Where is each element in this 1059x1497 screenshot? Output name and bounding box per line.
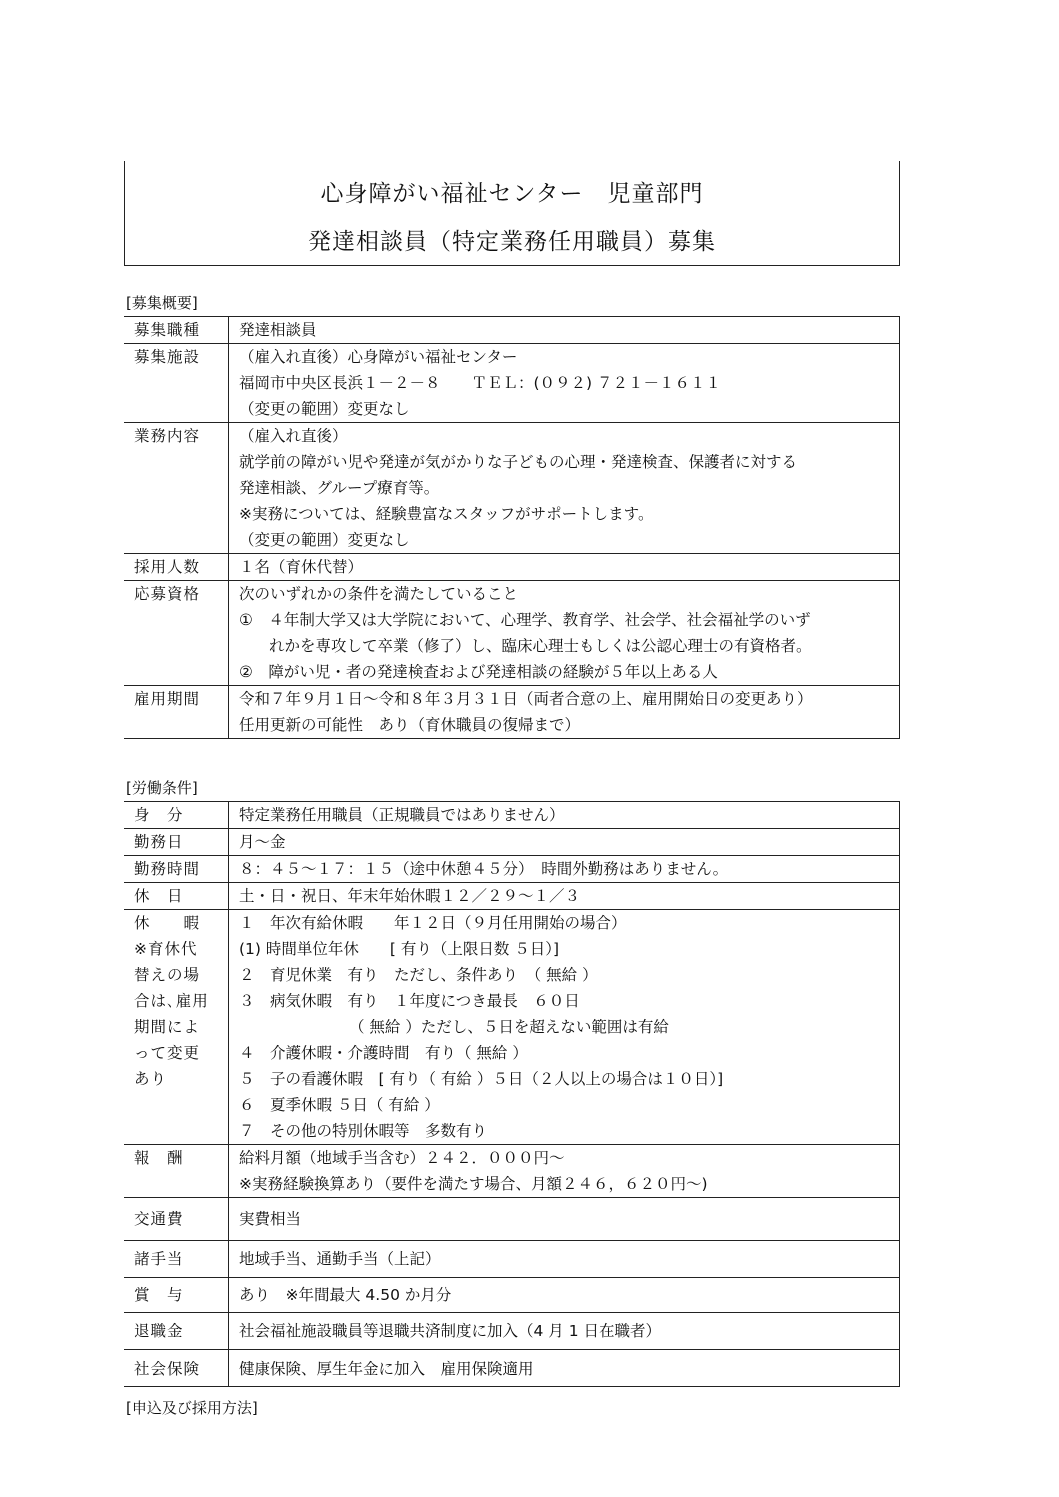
row-value <box>229 554 900 581</box>
title-line-1: 心身障がい福祉センター 児童部門 <box>320 181 704 207</box>
row-key-line: 替えの場 <box>134 966 201 984</box>
row-line: 発達相談、グループ療育等。 <box>239 479 440 497</box>
row-value <box>229 802 900 829</box>
row-line: （雇入れ直後）心身障がい福祉センター <box>239 348 518 366</box>
row-value <box>229 1350 900 1387</box>
row-line: 給料月額（地域手当含む）２４２．０００円～ <box>239 1149 565 1167</box>
row-key: 募集施設 <box>124 344 229 423</box>
row-line: 就学前の障がい児や発達が気がかりな子どもの心理・発達検査、保護者に対する <box>239 453 798 471</box>
row-line: １名（育休代替） <box>239 558 364 576</box>
row-line: ７ その他の特別休暇等 多数有り <box>239 1122 488 1140</box>
conditions-row <box>124 1350 900 1387</box>
title-box <box>124 161 900 266</box>
row-key: 勤務日 <box>124 829 229 856</box>
row-key: 諸手当 <box>124 1241 229 1278</box>
row-line: 土・日・祝日、年末年始休暇１２／２９～１／３ <box>239 887 581 905</box>
row-value <box>229 344 900 423</box>
row-value <box>229 1241 900 1278</box>
row-key: 雇用期間 <box>124 686 229 739</box>
row-value <box>229 423 900 554</box>
overview-row <box>124 344 900 423</box>
conditions-row <box>124 1241 900 1278</box>
row-value <box>229 1278 900 1313</box>
row-key-line: ※育休代 <box>134 940 198 958</box>
row-key: 社会保険 <box>124 1350 229 1387</box>
row-line: 発達相談員 <box>239 321 317 339</box>
row-key: 退職金 <box>124 1313 229 1350</box>
overview-row <box>124 581 900 686</box>
conditions-table <box>124 801 900 1387</box>
row-value <box>229 1198 900 1241</box>
row-key: 募集職種 <box>124 317 229 344</box>
conditions-row <box>124 883 900 910</box>
row-line: ① ４年制大学又は大学院において、心理学、教育学、社会学、社会福祉学のいず <box>239 611 811 629</box>
row-line: ３ 病気休暇 有り １年度につき最長 ６０日 <box>239 992 580 1010</box>
row-line: 月～金 <box>239 833 286 851</box>
row-line: ８：４５～１７：１５（途中休憩４５分） 時間外勤務はありません。 <box>239 860 729 878</box>
row-value <box>229 1313 900 1350</box>
row-key: 休 日 <box>124 883 229 910</box>
row-line: あり ※年間最大 4.50 か月分 <box>239 1286 452 1304</box>
row-line: 福岡市中央区長浜１－２－８ ＴＥＬ：(０９２) ７２１－１６１１ <box>239 374 722 392</box>
row-line: １ 年次有給休暇 年１２日（９月任用開始の場合） <box>239 914 627 932</box>
row-value <box>229 856 900 883</box>
row-key: 賞 与 <box>124 1278 229 1313</box>
row-line: 次のいずれかの条件を満たしていること <box>239 585 519 603</box>
row-line: ４ 介護休暇・介護時間 有り（ 無給 ） <box>239 1044 528 1062</box>
application-section-label: [申込及び採用方法] <box>126 1399 258 1417</box>
row-line: (1) 時間単位年休 [ 有り（上限日数 ５日）] <box>239 940 560 958</box>
row-line: （変更の範囲）変更なし <box>239 400 410 418</box>
row-key: 交通費 <box>124 1198 229 1241</box>
row-key: 応募資格 <box>124 581 229 686</box>
row-value <box>229 317 900 344</box>
conditions-row <box>124 1145 900 1198</box>
overview-row <box>124 317 900 344</box>
conditions-row <box>124 1313 900 1350</box>
row-value <box>229 581 900 686</box>
overview-row <box>124 686 900 739</box>
row-line: 令和７年９月１日～令和８年３月３１日（両者合意の上、雇用開始日の変更あり） <box>239 690 813 708</box>
title-line-2: 発達相談員（特定業務任用職員）募集 <box>308 229 716 255</box>
row-key-line: 合は､雇用 <box>134 992 209 1010</box>
row-value <box>229 829 900 856</box>
row-line: れかを専攻して卒業（修了）し、臨床心理士もしくは公認心理士の有資格者。 <box>269 637 812 655</box>
row-key: 勤務時間 <box>124 856 229 883</box>
row-key: 業務内容 <box>124 423 229 554</box>
row-value <box>229 1145 900 1198</box>
conditions-row <box>124 910 900 1145</box>
row-key-line: って変更 <box>134 1044 201 1062</box>
conditions-row <box>124 1278 900 1313</box>
overview-row <box>124 423 900 554</box>
overview-table <box>124 316 900 739</box>
row-key-line: 休 暇 <box>134 914 201 932</box>
row-key: 採用人数 <box>124 554 229 581</box>
row-line: 特定業務任用職員（正規職員ではありません） <box>239 806 565 824</box>
conditions-row <box>124 856 900 883</box>
row-line: （雇入れ直後） <box>239 427 348 445</box>
row-value <box>229 883 900 910</box>
row-line: ２ 育児休業 有り ただし、条件あり （ 無給 ） <box>239 966 598 984</box>
row-line: 社会福祉施設職員等退職共済制度に加入（4 月 1 日在職者） <box>239 1322 662 1340</box>
conditions-row <box>124 829 900 856</box>
row-line: ② 障がい児・者の発達検査および発達相談の経験が５年以上ある人 <box>239 663 718 681</box>
row-line: （変更の範囲）変更なし <box>239 531 410 549</box>
conditions-row <box>124 1198 900 1241</box>
row-line: 健康保険、厚生年金に加入 雇用保険適用 <box>239 1360 534 1378</box>
row-key: 報 酬 <box>124 1145 229 1198</box>
row-line: ６ 夏季休暇 ５日（ 有給 ） <box>239 1096 440 1114</box>
row-line: ５ 子の看護休暇 [ 有り（ 有給 ）５日（２人以上の場合は１０日）] <box>239 1070 724 1088</box>
overview-row <box>124 554 900 581</box>
row-line: 地域手当、通勤手当（上記） <box>239 1250 441 1268</box>
row-key-line: 期間によ <box>134 1018 201 1036</box>
row-key <box>124 910 229 1145</box>
row-line: ※実務については、経験豊富なスタッフがサポートします。 <box>239 505 654 523</box>
row-key: 身 分 <box>124 802 229 829</box>
conditions-row <box>124 802 900 829</box>
conditions-section-label: [労働条件] <box>126 779 198 797</box>
row-line: ※実務経験換算あり（要件を満たす場合、月額２４６，６２０円～) <box>239 1175 708 1193</box>
row-line: 任用更新の可能性 あり（育休職員の復帰まで） <box>239 716 581 734</box>
overview-section-label: [募集概要] <box>126 294 198 312</box>
row-key-line: あり <box>134 1070 168 1088</box>
row-value <box>229 686 900 739</box>
row-line: （ 無給 ）ただし、５日を超えない範囲は有給 <box>349 1018 669 1036</box>
row-line: 実費相当 <box>239 1210 302 1228</box>
row-value <box>229 910 900 1145</box>
